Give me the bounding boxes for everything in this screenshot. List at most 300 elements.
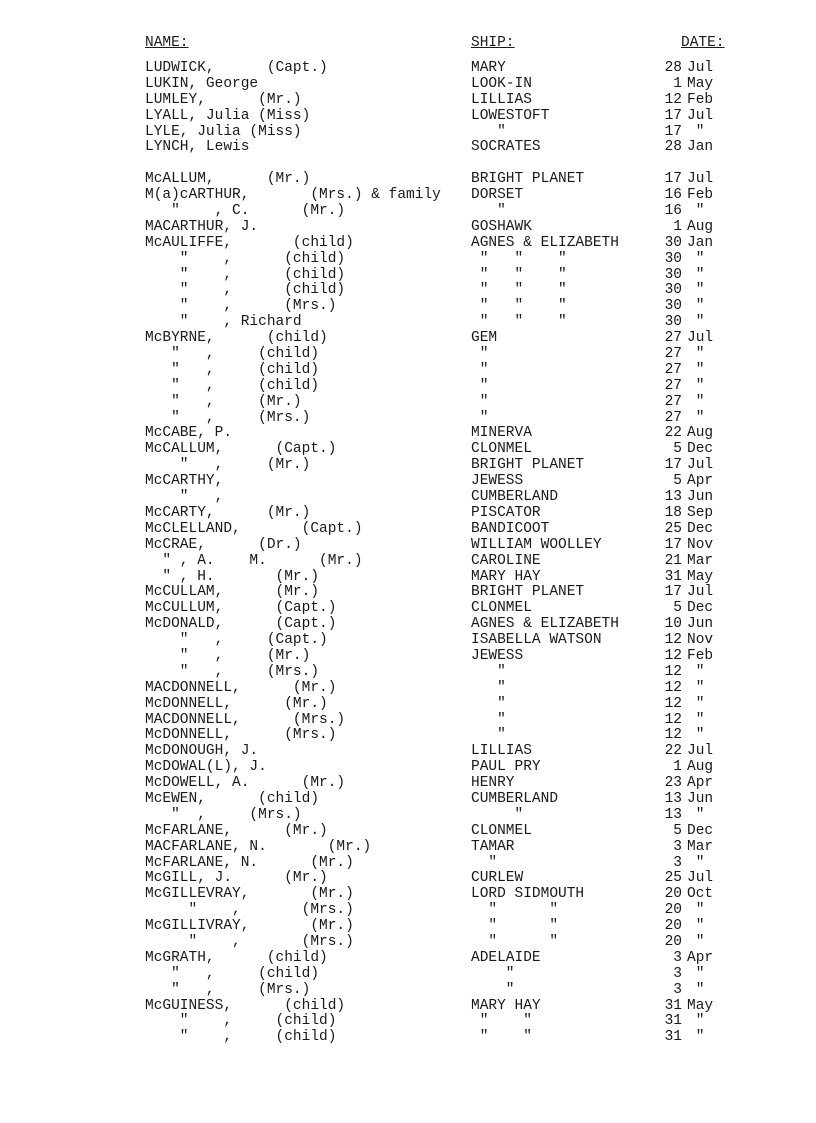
arrival-month: "	[687, 298, 705, 315]
list-row	[0, 824, 816, 840]
passenger-name: LYNCH, Lewis	[145, 139, 250, 156]
arrival-day: 31	[664, 1013, 682, 1030]
ship-name: CLONMEL	[471, 822, 532, 839]
arrival-month: Dec	[687, 441, 714, 458]
passenger-name: MACFARLANE, N. (Mr.)	[145, 838, 372, 855]
passenger-name: McCABE, P.	[145, 425, 233, 442]
list-row	[0, 411, 816, 427]
passenger-name: M(a)cARTHUR, (Mrs.) & family	[145, 187, 441, 204]
arrival-day: 12	[664, 727, 682, 744]
arrival-month: Mar	[687, 552, 714, 569]
passenger-name: " , (Mrs.)	[145, 933, 354, 950]
passenger-name: LUDWICK, (Capt.)	[145, 60, 328, 76]
passenger-name: McDONNELL, (Mrs.)	[145, 727, 337, 744]
section-gap	[0, 156, 816, 172]
arrival-month: Mar	[687, 838, 714, 855]
arrival-day: 5	[673, 600, 682, 617]
arrival-day: 5	[673, 473, 682, 490]
passenger-name: McCARTHY,	[145, 473, 224, 490]
arrival-day: 12	[664, 91, 682, 108]
arrival-month: Aug	[687, 425, 714, 442]
arrival-month: Jul	[687, 330, 714, 347]
arrival-month: Jul	[687, 60, 714, 76]
list-row	[0, 728, 816, 744]
list-row	[0, 299, 816, 315]
ship-column-header: SHIP:	[471, 35, 515, 51]
passenger-name: " , (child)	[145, 282, 346, 299]
passenger-name: " , (Mrs.)	[145, 663, 320, 680]
arrival-month: "	[687, 123, 705, 140]
passenger-name: " , (Mr.)	[145, 457, 311, 474]
list-row	[0, 252, 816, 268]
passenger-name: " , Richard	[145, 314, 302, 331]
list-row	[0, 490, 816, 506]
arrival-month: Feb	[687, 647, 714, 664]
ship-name: MARY HAY	[471, 997, 541, 1014]
passenger-name: " , H. (Mr.)	[145, 568, 320, 585]
arrival-month: Feb	[687, 91, 714, 108]
passenger-name: McGRATH, (child)	[145, 949, 328, 966]
arrival-month: "	[687, 266, 705, 283]
arrival-month: Jul	[687, 584, 714, 601]
passenger-name: " , (child)	[145, 266, 346, 283]
list-row	[0, 983, 816, 999]
ship-name: BRIGHT PLANET	[471, 457, 585, 474]
ship-name: LOOK-IN	[471, 75, 532, 92]
ship-name: " "	[471, 1029, 532, 1046]
arrival-month: "	[687, 663, 705, 680]
ship-name: CUMBERLAND	[471, 489, 559, 506]
arrival-day: 27	[664, 346, 682, 363]
arrival-day: 31	[664, 568, 682, 585]
arrival-day: 30	[664, 282, 682, 299]
arrival-day: 12	[664, 695, 682, 712]
arrival-day: 27	[664, 377, 682, 394]
arrival-month: Jun	[687, 616, 714, 633]
list-row	[0, 554, 816, 570]
list-row	[0, 951, 816, 967]
list-row	[0, 315, 816, 331]
passenger-name: McDONOUGH, J.	[145, 743, 259, 760]
ship-name: BRIGHT PLANET	[471, 584, 585, 601]
passenger-name: " , (Mrs.)	[145, 902, 354, 919]
arrival-month: Apr	[687, 949, 714, 966]
ship-name: ISABELLA WATSON	[471, 632, 602, 649]
list-row	[0, 871, 816, 887]
list-row	[0, 109, 816, 125]
arrival-month: "	[687, 203, 705, 220]
passenger-name: McGUINESS, (child)	[145, 997, 346, 1014]
arrival-day: 3	[673, 981, 682, 998]
ship-name: "	[471, 409, 489, 426]
arrival-day: 20	[664, 918, 682, 935]
passenger-name: " , (child)	[145, 377, 320, 394]
arrival-day: 27	[664, 393, 682, 410]
arrival-day: 12	[664, 647, 682, 664]
passenger-name: McCULLUM, (Capt.)	[145, 600, 337, 617]
arrival-day: 1	[673, 75, 682, 92]
arrival-month: May	[687, 568, 714, 585]
arrival-day: 13	[664, 790, 682, 807]
ship-name: " "	[471, 902, 559, 919]
ship-name: "	[471, 727, 506, 744]
ship-name: "	[471, 361, 489, 378]
arrival-month: Aug	[687, 759, 714, 776]
arrival-day: 3	[673, 949, 682, 966]
list-row	[0, 506, 816, 522]
list-row	[0, 840, 816, 856]
ship-name: DORSET	[471, 187, 524, 204]
arrival-day: 23	[664, 775, 682, 792]
list-row	[0, 633, 816, 649]
ship-name: " "	[471, 1013, 532, 1030]
arrival-month: Apr	[687, 775, 714, 792]
passenger-name: McAULIFFE, (child)	[145, 234, 354, 251]
ship-name: LOWESTOFT	[471, 107, 550, 124]
list-row	[0, 347, 816, 363]
passenger-name: McEWEN, (child)	[145, 790, 320, 807]
passenger-name: McCARTY, (Mr.)	[145, 504, 311, 521]
arrival-month: Jul	[687, 171, 714, 188]
arrival-month: Sep	[687, 504, 714, 521]
passenger-name: " , (Mrs.)	[145, 806, 302, 823]
list-row	[0, 236, 816, 252]
list-row	[0, 363, 816, 379]
arrival-day: 22	[664, 743, 682, 760]
list-row	[0, 140, 816, 156]
arrival-month: "	[687, 361, 705, 378]
arrival-day: 27	[664, 361, 682, 378]
ship-name: "	[471, 965, 515, 982]
arrival-day: 17	[664, 123, 682, 140]
passenger-name: MACARTHUR, J.	[145, 218, 259, 235]
list-row	[0, 522, 816, 538]
arrival-month: "	[687, 918, 705, 935]
arrival-month: "	[687, 965, 705, 982]
list-row	[0, 1030, 816, 1046]
arrival-day: 17	[664, 171, 682, 188]
arrival-month: Jun	[687, 489, 714, 506]
arrival-day: 3	[673, 838, 682, 855]
arrival-month: Jul	[687, 107, 714, 124]
arrival-day: 13	[664, 489, 682, 506]
list-row	[0, 649, 816, 665]
arrival-day: 3	[673, 965, 682, 982]
passenger-name: " , (Capt.)	[145, 632, 328, 649]
arrival-month: "	[687, 695, 705, 712]
passenger-name: McDOWELL, A. (Mr.)	[145, 775, 346, 792]
ship-name: MINERVA	[471, 425, 532, 442]
arrival-day: 18	[664, 504, 682, 521]
arrival-month: Nov	[687, 536, 714, 553]
ship-name: "	[471, 806, 524, 823]
list-row	[0, 617, 816, 633]
arrival-month: "	[687, 282, 705, 299]
ship-name: "	[471, 695, 506, 712]
arrival-month: "	[687, 679, 705, 696]
passenger-name: McBYRNE, (child)	[145, 330, 328, 347]
passenger-name: " , A. M. (Mr.)	[145, 552, 363, 569]
arrival-day: 16	[664, 187, 682, 204]
passenger-name: " , (child)	[145, 346, 320, 363]
list-row	[0, 204, 816, 220]
ship-name: CURLEW	[471, 870, 524, 887]
arrival-month: Oct	[687, 886, 714, 903]
arrival-day: 27	[664, 330, 682, 347]
arrival-day: 31	[664, 997, 682, 1014]
arrival-month: "	[687, 393, 705, 410]
arrival-day: 30	[664, 298, 682, 315]
passenger-name: McCULLAM, (Mr.)	[145, 584, 320, 601]
arrival-day: 30	[664, 314, 682, 331]
arrival-month: "	[687, 314, 705, 331]
arrival-day: 30	[664, 266, 682, 283]
list-row	[0, 442, 816, 458]
arrival-day: 17	[664, 536, 682, 553]
list-row	[0, 760, 816, 776]
passenger-name: McCLELLAND, (Capt.)	[145, 520, 363, 537]
ship-name: " " "	[471, 314, 567, 331]
ship-name: LILLIAS	[471, 743, 532, 760]
passenger-name: McCRAE, (Dr.)	[145, 536, 302, 553]
ship-name: " " "	[471, 250, 567, 267]
ship-name: HENRY	[471, 775, 515, 792]
name-column-header: NAME:	[145, 35, 189, 51]
ship-name: AGNES & ELIZABETH	[471, 616, 619, 633]
ship-name: "	[471, 346, 489, 363]
arrival-day: 1	[673, 218, 682, 235]
passenger-name: LYLE, Julia (Miss)	[145, 123, 302, 140]
list-row	[0, 77, 816, 93]
arrival-month: "	[687, 377, 705, 394]
passenger-name: LUKIN, George	[145, 75, 259, 92]
passenger-name: McDONALD, (Capt.)	[145, 616, 337, 633]
passenger-name: MACDONNELL, (Mr.)	[145, 679, 337, 696]
ship-name: "	[471, 377, 489, 394]
ship-name: JEWESS	[471, 647, 524, 664]
passenger-name: McGILLEVRAY, (Mr.)	[145, 886, 354, 903]
list-row	[0, 331, 816, 347]
passenger-name: " , (child)	[145, 1013, 337, 1030]
arrival-month: Nov	[687, 632, 714, 649]
arrival-day: 3	[673, 854, 682, 871]
ship-name: "	[471, 854, 498, 871]
arrival-day: 5	[673, 441, 682, 458]
arrival-day: 20	[664, 933, 682, 950]
arrival-month: Dec	[687, 600, 714, 617]
arrival-month: "	[687, 854, 705, 871]
ship-name: "	[471, 393, 489, 410]
ship-name: PISCATOR	[471, 504, 541, 521]
list-row	[0, 681, 816, 697]
passenger-name: " , C. (Mr.)	[145, 203, 346, 220]
list-row	[0, 935, 816, 951]
passenger-name: McALLUM, (Mr.)	[145, 171, 311, 188]
arrival-month: "	[687, 806, 705, 823]
ship-name: CUMBERLAND	[471, 790, 559, 807]
ship-name: CLONMEL	[471, 441, 532, 458]
list-row	[0, 283, 816, 299]
ship-name: " "	[471, 918, 559, 935]
arrival-month: "	[687, 933, 705, 950]
list-row	[0, 426, 816, 442]
arrival-month: Jul	[687, 457, 714, 474]
ship-name: " " "	[471, 298, 567, 315]
arrival-month: Apr	[687, 473, 714, 490]
passenger-name: LUMLEY, (Mr.)	[145, 91, 302, 108]
list-row	[0, 172, 816, 188]
ship-name: AGNES & ELIZABETH	[471, 234, 619, 251]
list-row	[0, 570, 816, 586]
arrival-month: "	[687, 727, 705, 744]
list-row	[0, 792, 816, 808]
arrival-day: 17	[664, 584, 682, 601]
ship-name: JEWESS	[471, 473, 524, 490]
list-row	[0, 999, 816, 1015]
passenger-name: McFARLANE, N. (Mr.)	[145, 854, 354, 871]
arrival-month: Jan	[687, 139, 714, 156]
list-row	[0, 61, 816, 77]
list-row	[0, 1014, 816, 1030]
arrival-day: 25	[664, 870, 682, 887]
arrival-month: "	[687, 346, 705, 363]
arrival-month: Jul	[687, 870, 714, 887]
list-row	[0, 665, 816, 681]
passenger-name: MACDONNELL, (Mrs.)	[145, 711, 346, 728]
list-row	[0, 697, 816, 713]
ship-name: "	[471, 679, 506, 696]
arrival-month: Jul	[687, 743, 714, 760]
ship-name: PAUL PRY	[471, 759, 541, 776]
arrival-day: 27	[664, 409, 682, 426]
passenger-name: " ,	[145, 489, 224, 506]
passenger-name: " , (Mrs.)	[145, 298, 337, 315]
list-row	[0, 220, 816, 236]
list-row	[0, 744, 816, 760]
arrival-month: "	[687, 1029, 705, 1046]
passenger-name: " , (Mr.)	[145, 393, 302, 410]
ship-name: " " "	[471, 282, 567, 299]
date-column-header: DATE:	[681, 35, 725, 51]
arrival-day: 10	[664, 616, 682, 633]
list-row	[0, 188, 816, 204]
passenger-name: McFARLANE, (Mr.)	[145, 822, 328, 839]
arrival-day: 20	[664, 886, 682, 903]
list-row	[0, 268, 816, 284]
passenger-name: " , (child)	[145, 361, 320, 378]
ship-name: LORD SIDMOUTH	[471, 886, 585, 903]
list-row	[0, 713, 816, 729]
passenger-name: " , (Mrs.)	[145, 981, 311, 998]
list-row	[0, 538, 816, 554]
arrival-month: Jan	[687, 234, 714, 251]
arrival-month: "	[687, 981, 705, 998]
arrival-month: Jun	[687, 790, 714, 807]
list-row	[0, 601, 816, 617]
arrival-month: "	[687, 711, 705, 728]
list-row	[0, 919, 816, 935]
list-row	[0, 808, 816, 824]
arrival-day: 5	[673, 822, 682, 839]
list-row	[0, 458, 816, 474]
arrival-month: Aug	[687, 218, 714, 235]
ship-name: "	[471, 123, 506, 140]
arrival-month: "	[687, 409, 705, 426]
ship-name: " "	[471, 933, 559, 950]
arrival-day: 30	[664, 250, 682, 267]
passenger-name: " , (Mrs.)	[145, 409, 311, 426]
list-row	[0, 474, 816, 490]
ship-name: GEM	[471, 330, 498, 347]
passenger-name: McDONNELL, (Mr.)	[145, 695, 328, 712]
ship-name: "	[471, 711, 506, 728]
arrival-day: 12	[664, 711, 682, 728]
arrival-day: 16	[664, 203, 682, 220]
ship-name: TAMAR	[471, 838, 515, 855]
ship-name: MARY	[471, 60, 506, 76]
ship-name: "	[471, 203, 506, 220]
list-row	[0, 585, 816, 601]
ship-name: MARY HAY	[471, 568, 541, 585]
arrival-day: 13	[664, 806, 682, 823]
arrival-month: "	[687, 1013, 705, 1030]
ship-name: LILLIAS	[471, 91, 532, 108]
arrival-day: 12	[664, 679, 682, 696]
passenger-name: " , (child)	[145, 1029, 337, 1046]
arrival-day: 21	[664, 552, 682, 569]
arrival-day: 12	[664, 663, 682, 680]
list-row	[0, 93, 816, 109]
ship-name: "	[471, 981, 515, 998]
arrival-month: "	[687, 250, 705, 267]
list-row	[0, 125, 816, 141]
list-row	[0, 776, 816, 792]
passenger-name: McCALLUM, (Capt.)	[145, 441, 337, 458]
ship-name: CAROLINE	[471, 552, 541, 569]
passenger-name: " , (child)	[145, 965, 320, 982]
passenger-name: McGILL, J. (Mr.)	[145, 870, 328, 887]
arrival-day: 25	[664, 520, 682, 537]
arrival-month: May	[687, 997, 714, 1014]
passenger-name: LYALL, Julia (Miss)	[145, 107, 311, 124]
ship-name: " " "	[471, 266, 567, 283]
ship-name: CLONMEL	[471, 600, 532, 617]
arrival-day: 17	[664, 457, 682, 474]
ship-name: "	[471, 663, 506, 680]
arrival-month: "	[687, 902, 705, 919]
arrival-month: Dec	[687, 520, 714, 537]
arrival-month: Dec	[687, 822, 714, 839]
arrival-day: 1	[673, 759, 682, 776]
ship-name: BRIGHT PLANET	[471, 171, 585, 188]
ship-name: GOSHAWK	[471, 218, 532, 235]
list-row	[0, 856, 816, 872]
arrival-day: 20	[664, 902, 682, 919]
ship-name: BANDICOOT	[471, 520, 550, 537]
list-row	[0, 395, 816, 411]
passenger-name: " , (child)	[145, 250, 346, 267]
ship-name: ADELAIDE	[471, 949, 541, 966]
passenger-name: McDOWAL(L), J.	[145, 759, 267, 776]
arrival-day: 28	[664, 139, 682, 156]
arrival-day: 28	[664, 60, 682, 76]
arrival-month: May	[687, 75, 714, 92]
passenger-name: " , (Mr.)	[145, 647, 311, 664]
ship-name: WILLIAM WOOLLEY	[471, 536, 602, 553]
arrival-day: 17	[664, 107, 682, 124]
arrival-day: 22	[664, 425, 682, 442]
arrival-day: 31	[664, 1029, 682, 1046]
